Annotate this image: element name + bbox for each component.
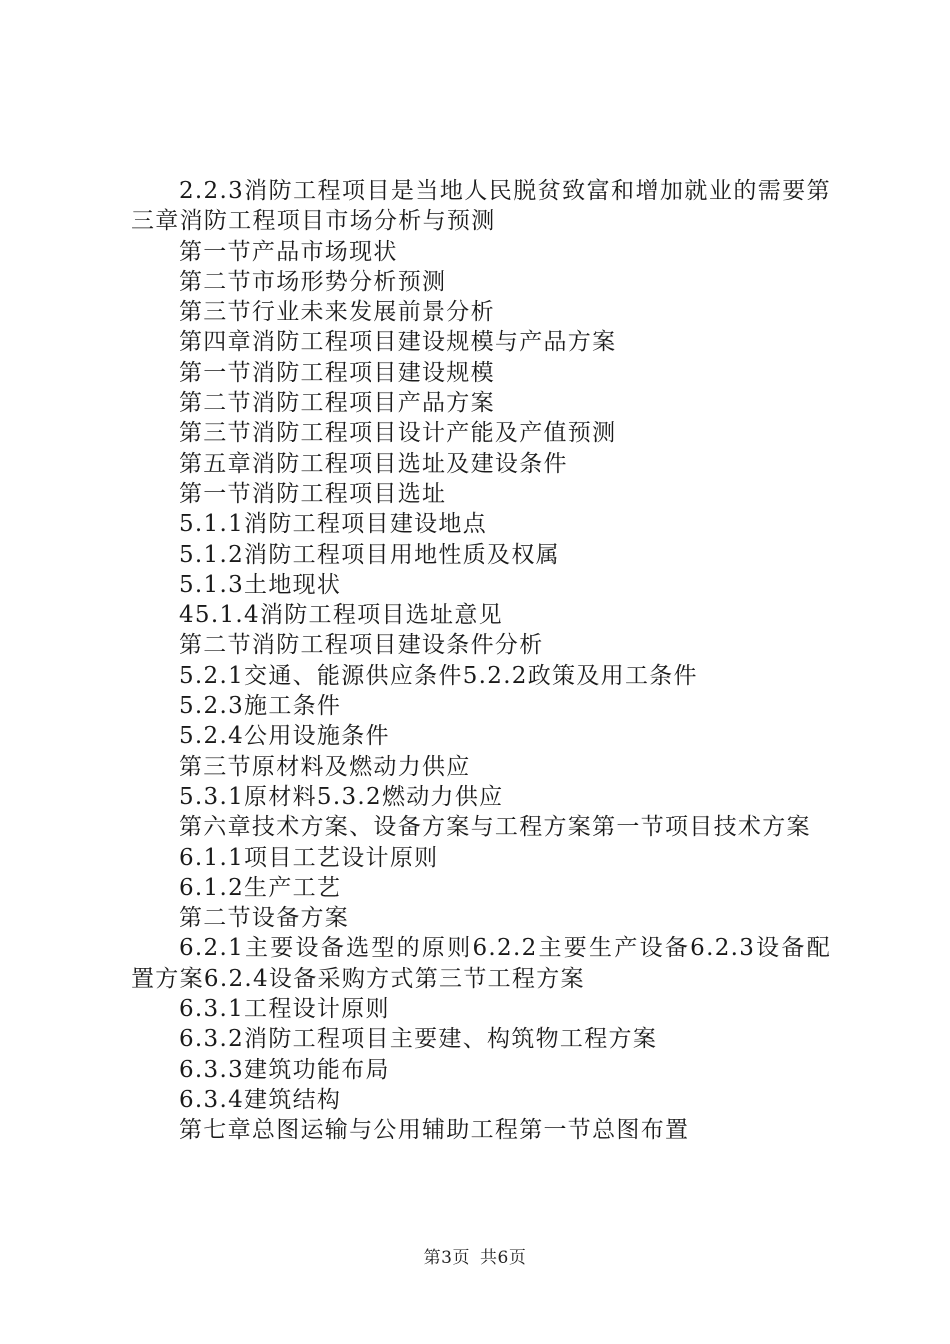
- document-body: [131, 176, 831, 1146]
- toc-line: 第五章消防工程项目选址及建设条件: [179, 450, 568, 477]
- toc-line: 第一节产品市场现状: [179, 238, 398, 265]
- toc-line: 5.2.3施工条件: [179, 693, 342, 720]
- toc-line: 5.3.1原材料5.3.2燃动力供应: [179, 783, 504, 810]
- paragraph-line: 6.2.1主要设备选型的原则6.2.2主要生产设备6.2.3设备配置方案6.2.4设备采购方式第三节工程方案: [131, 935, 831, 992]
- toc-line: 第二节设备方案: [179, 905, 350, 932]
- toc-line: 5.1.1消防工程项目建设地点: [179, 511, 488, 538]
- toc-line: 第二节消防工程项目建设条件分析: [179, 632, 544, 659]
- toc-line: 第四章消防工程项目建设规模与产品方案: [179, 329, 617, 356]
- toc-line: 6.3.2消防工程项目主要建、构筑物工程方案: [179, 1026, 658, 1053]
- page-number: 第3页: [423, 1248, 470, 1268]
- toc-line: 第二节消防工程项目产品方案: [179, 390, 495, 417]
- toc-line: 第一节消防工程项目建设规模: [179, 359, 495, 386]
- toc-line: 第二节市场形势分析预测: [179, 268, 447, 295]
- toc-line: 6.1.2生产工艺: [179, 874, 342, 901]
- toc-line: 5.2.4公用设施条件: [179, 723, 390, 750]
- toc-line: 6.3.3建筑功能布局: [179, 1056, 390, 1083]
- toc-line: 6.3.1工程设计原则: [179, 996, 390, 1023]
- toc-line: 5.1.2消防工程项目用地性质及权属: [179, 541, 560, 568]
- toc-line: 第三节行业未来发展前景分析: [179, 299, 495, 326]
- page-total: 共6页: [480, 1248, 527, 1268]
- toc-line: 第三节消防工程项目设计产能及产值预测: [179, 420, 617, 447]
- page-footer: [0, 1243, 950, 1268]
- toc-line: 第一节消防工程项目选址: [179, 480, 447, 507]
- toc-line: 5.2.1交通、能源供应条件5.2.2政策及用工条件: [179, 662, 698, 689]
- toc-line: 第三节原材料及燃动力供应: [179, 753, 471, 780]
- paragraph-line: 第六章技术方案、设备方案与工程方案第一节项目技术方案: [179, 814, 811, 841]
- toc-line: 45.1.4消防工程项目选址意见: [179, 602, 503, 629]
- toc-line: 5.1.3土地现状: [179, 571, 342, 598]
- toc-line: 第七章总图运输与公用辅助工程第一节总图布置: [179, 1117, 690, 1144]
- toc-line: 6.1.1项目工艺设计原则: [179, 844, 439, 871]
- paragraph-line: 2.2.3消防工程项目是当地人民脱贫致富和增加就业的需要第三章消防工程项目市场分析与预测: [131, 178, 831, 235]
- toc-line: 6.3.4建筑结构: [179, 1086, 342, 1113]
